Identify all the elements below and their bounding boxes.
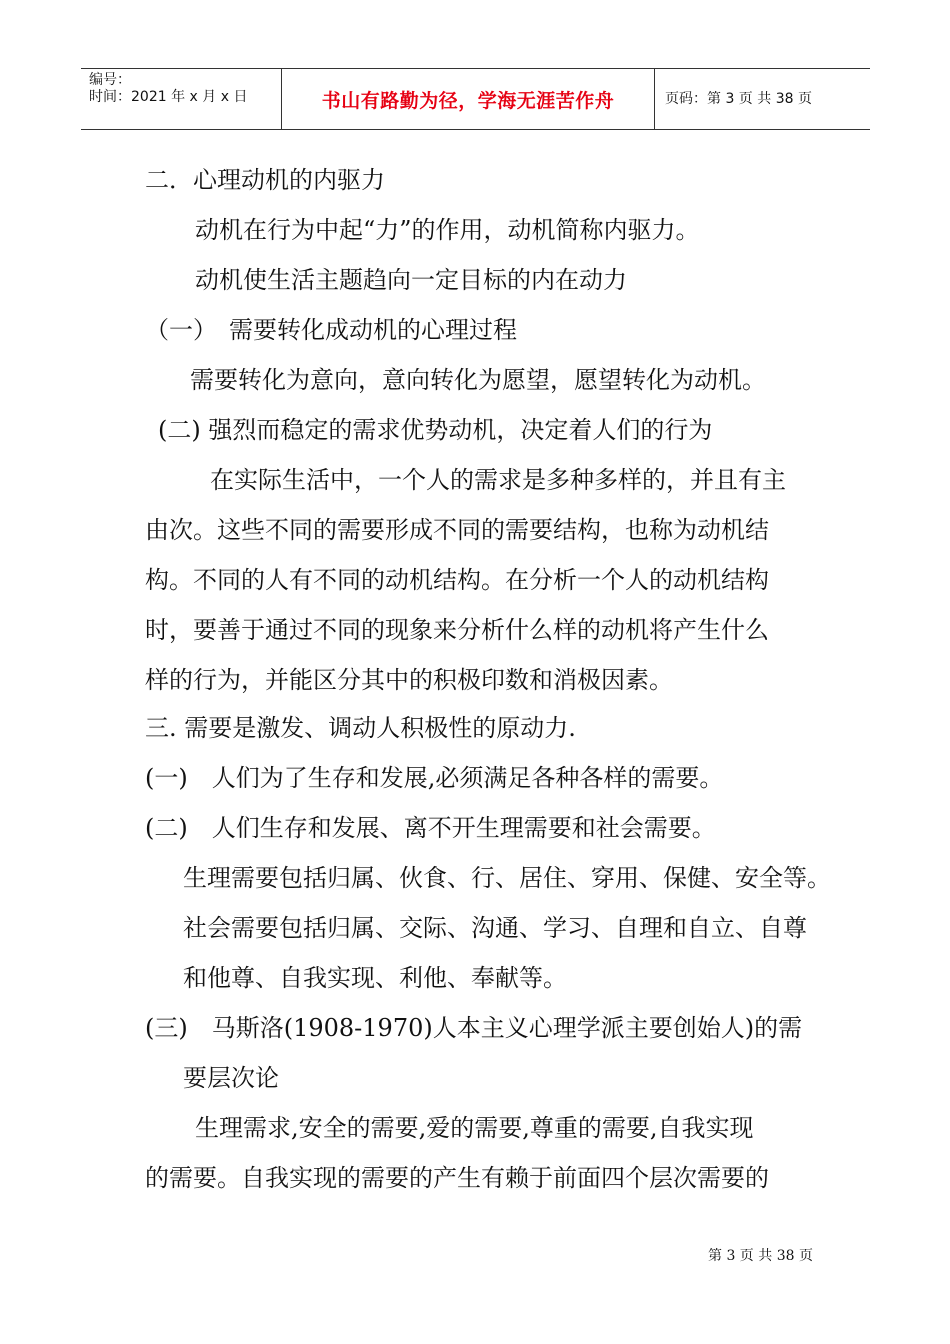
document-date-label: 时间：2021 年 x 月 x 日 bbox=[89, 89, 248, 105]
list-item: (二) 人们生存和发展、离不开生理需要和社会需要。 bbox=[145, 814, 716, 842]
paragraph-line: 需要转化为意向，意向转化为愿望，愿望转化为动机。 bbox=[190, 366, 766, 394]
header-page-number: 页码：第 3 页 共 38 页 bbox=[665, 90, 812, 107]
paragraph-line: 动机在行为中起“力”的作用，动机简称内驱力。 bbox=[195, 216, 700, 244]
header-info-cell bbox=[81, 69, 282, 129]
section-heading: 二．心理动机的内驱力 bbox=[145, 166, 385, 194]
header-page-cell bbox=[655, 69, 870, 129]
paragraph-line: 生理需要包括归属、伙食、行、居住、穿用、保健、安全等。 bbox=[183, 864, 831, 892]
header-motto-cell bbox=[282, 69, 655, 129]
header-motto: 书山有路勤为径，学海无涯苦作舟 bbox=[321, 89, 615, 112]
paragraph-line: 生理需求,安全的需要,爱的需要,尊重的需要,自我实现 bbox=[195, 1114, 754, 1142]
list-item: (一) 人们为了生存和发展,必须满足各种各样的需要。 bbox=[145, 764, 724, 792]
subsection-heading: （一） 需要转化成动机的心理过程 bbox=[145, 316, 517, 344]
paragraph-line: 动机使生活主题趋向一定目标的内在动力 bbox=[195, 266, 627, 294]
section-heading: 三. 需要是激发、调动人积极性的原动力. bbox=[145, 714, 576, 742]
page-header bbox=[81, 68, 870, 130]
paragraph-line: 的需要。自我实现的需要的产生有赖于前面四个层次需要的 bbox=[145, 1164, 769, 1192]
paragraph-line: 和他尊、自我实现、利他、奉献等。 bbox=[183, 964, 567, 992]
paragraph-line: 社会需要包括归属、交际、沟通、学习、自理和自立、自尊 bbox=[183, 914, 807, 942]
subsection-heading: (二) 强烈而稳定的需求优势动机，决定着人们的行为 bbox=[158, 416, 713, 444]
paragraph-line: 在实际生活中，一个人的需求是多种多样的，并且有主 bbox=[210, 466, 786, 494]
paragraph-line: 要层次论 bbox=[183, 1064, 279, 1092]
list-item: (三) 马斯洛(1908-1970)人本主义心理学派主要创始人)的需 bbox=[145, 1014, 803, 1042]
document-number-label: 编号： bbox=[89, 72, 131, 88]
footer-page-number: 第 3 页 共 38 页 bbox=[708, 1248, 813, 1264]
paragraph-line: 由次。这些不同的需要形成不同的需要结构，也称为动机结 bbox=[145, 516, 769, 544]
paragraph-line: 构。不同的人有不同的动机结构。在分析一个人的动机结构 bbox=[145, 566, 769, 594]
paragraph-line: 时，要善于通过不同的现象来分析什么样的动机将产生什么 bbox=[145, 616, 769, 644]
paragraph-line: 样的行为，并能区分其中的积极印数和消极因素。 bbox=[145, 666, 673, 694]
